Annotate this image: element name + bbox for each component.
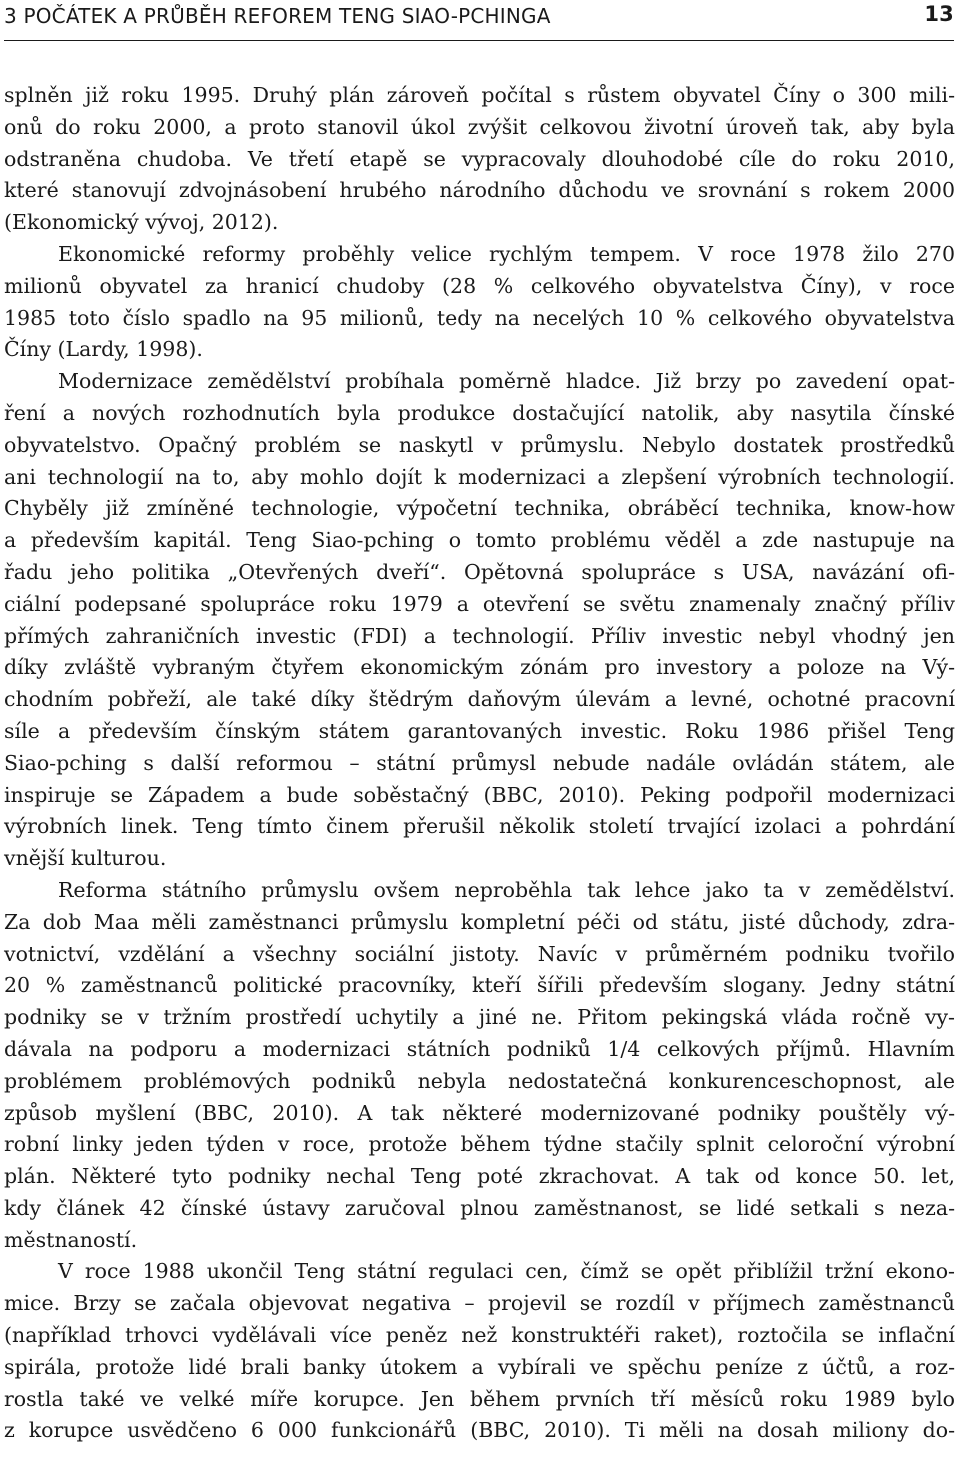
text-line: které stanovují zdvojnásobení hrubého národního důchodu ve srovnání s rokem 2000 <box>4 178 955 203</box>
text-line: splněn již roku 1995. Druhý plán zároveň počítal s růstem obyvatel Číny o 300 mili- <box>4 83 955 107</box>
text-line: ciální podepsané spolupráce roku 1979 a otevření se světu znamenaly značný příliv <box>4 591 955 616</box>
text-line: řadu jeho politika „Otevřených dveří“. Opětovná spolupráce s USA, navázání ofi- <box>4 559 955 584</box>
chapter-title: 3 POČÁTEK A PRŮBĚH REFOREM TENG SIAO-PCHINGA <box>4 4 551 28</box>
text-line: kdy článek 42 čínské ústavy zaručoval plnou zaměstnanost, se lidé setkali s neza- <box>4 1195 955 1220</box>
text-line: Reforma státního průmyslu ovšem neproběhla tak lehce jako ta v zemědělství. <box>58 877 955 902</box>
text-line: ření a nových rozhodnutích byla produkce dostačující natolik, aby nasytila čínské <box>4 400 955 425</box>
text-line: a především kapitál. Teng Siao-pching o tomto problému věděl a zde nastupuje na <box>4 528 955 553</box>
text-line: díky zvláště vybraným čtyřem ekonomickým zónám pro investory a poloze na Vý- <box>4 655 955 680</box>
text-line: rostla také ve velké míře korupce. Jen během prvních tří měsíců roku 1989 bylo <box>4 1386 955 1411</box>
text-line: dávala na podporu a modernizaci státních podniků 1/4 celkových příjmů. Hlavním <box>4 1036 955 1061</box>
text-line: votnictví, vzdělání a všechny sociální jistoty. Navíc v průměrném podniku tvořilo <box>4 941 955 966</box>
text-line: Chyběly již zmíněné technologie, výpočetní technika, obráběcí technika, know-how <box>4 496 955 521</box>
text-line: (například trhovci vydělávali více peněz než konstruktéři raket), roztočila se inflační <box>4 1323 955 1348</box>
text-line: síle a především čínským státem garantovaných investic. Roku 1986 přišel Teng <box>4 718 955 743</box>
text-line: Číny (Lardy, 1998). <box>4 337 203 362</box>
text-line: výrobních linek. Teng tímto činem přerušil několik století trvající izolaci a pohrdání <box>4 814 955 839</box>
text-line: plán. Některé tyto podniky nechal Teng poté zkrachovat. A tak od konce 50. let, <box>4 1164 955 1189</box>
text-line: inspiruje se Západem a bude soběstačný (BBC, 2010). Peking podpořil modernizaci <box>4 782 955 807</box>
text-line: odstraněna chudoba. Ve třetí etapě se vypracovaly dlouhodobé cíle do roku 2010, <box>4 146 955 171</box>
text-line: Siao-pching s další reformou – státní průmysl nebude nadále ovládán státem, ale <box>4 750 955 775</box>
page-number: 13 <box>924 2 954 26</box>
running-header <box>4 0 954 41</box>
text-line: milionů obyvatel za hranicí chudoby (28 % celkového obyvatelstva Číny), v roce <box>4 273 955 298</box>
body-text <box>4 80 955 1447</box>
text-line: Modernizace zemědělství probíhala poměrně hladce. Již brzy po zavedení opat- <box>58 369 955 394</box>
text-line: vnější kulturou. <box>4 846 167 871</box>
text-line: způsob myšlení (BBC, 2010). A tak některé modernizované podniky pouštěly vý- <box>4 1100 955 1125</box>
text-line: problémem problémových podniků nebyla nedostatečná konkurenceschopnost, ale <box>4 1068 955 1093</box>
text-line: V roce 1988 ukončil Teng státní regulaci cen, čímž se opět přiblížil tržní ekono- <box>58 1259 955 1284</box>
text-line: onů do roku 2000, a proto stanovil úkol zvýšit celkovou životní úroveň tak, aby byla <box>4 114 955 139</box>
text-line: ani technologií na to, aby mohlo dojít k modernizaci a zlepšení výrobních technologií. <box>4 464 955 489</box>
text-line: robní linky jeden týden v roce, protože během týdne stačily splnit celoroční výrobní <box>4 1132 955 1157</box>
text-line: Ekonomické reformy proběhly velice rychlým tempem. V roce 1978 žilo 270 <box>58 241 955 266</box>
text-line: přímých zahraničních investic (FDI) a technologií. Příliv investic nebyl vhodný jen <box>4 623 955 648</box>
text-line: chodním pobřeží, ale také díky štědrým daňovým úlevám a levné, ochotné pracovní <box>4 687 955 712</box>
text-line: městnaností. <box>4 1227 138 1252</box>
text-line: podniky se v tržním prostředí uchytily a jiné ne. Přitom pekingská vláda ročně vy- <box>4 1005 955 1030</box>
text-line: z korupce usvědčeno 6 000 funkcionářů (BBC, 2010). Ti měli na dosah miliony do- <box>4 1418 955 1443</box>
text-line: (Ekonomický vývoj, 2012). <box>4 210 279 235</box>
text-line: spirála, protože lidé brali banky útokem a vybírali ve spěchu peníze z účtů, a roz- <box>4 1354 955 1379</box>
text-line: mice. Brzy se začala objevovat negativa – projevil se rozdíl v příjmech zaměstnanců <box>4 1291 955 1316</box>
text-line: 1985 toto číslo spadlo na 95 milionů, tedy na necelých 10 % celkového obyvatelstva <box>4 305 955 330</box>
text-line: Za dob Maa měli zaměstnanci průmyslu kompletní péči od státu, jisté důchody, zdra- <box>4 909 955 934</box>
text-line: obyvatelstvo. Opačný problém se naskytl v průmyslu. Nebylo dostatek prostředků <box>4 432 955 457</box>
text-line: 20 % zaměstnanců politické pracovníky, kteří šířili především slogany. Jedny státní <box>4 973 955 998</box>
